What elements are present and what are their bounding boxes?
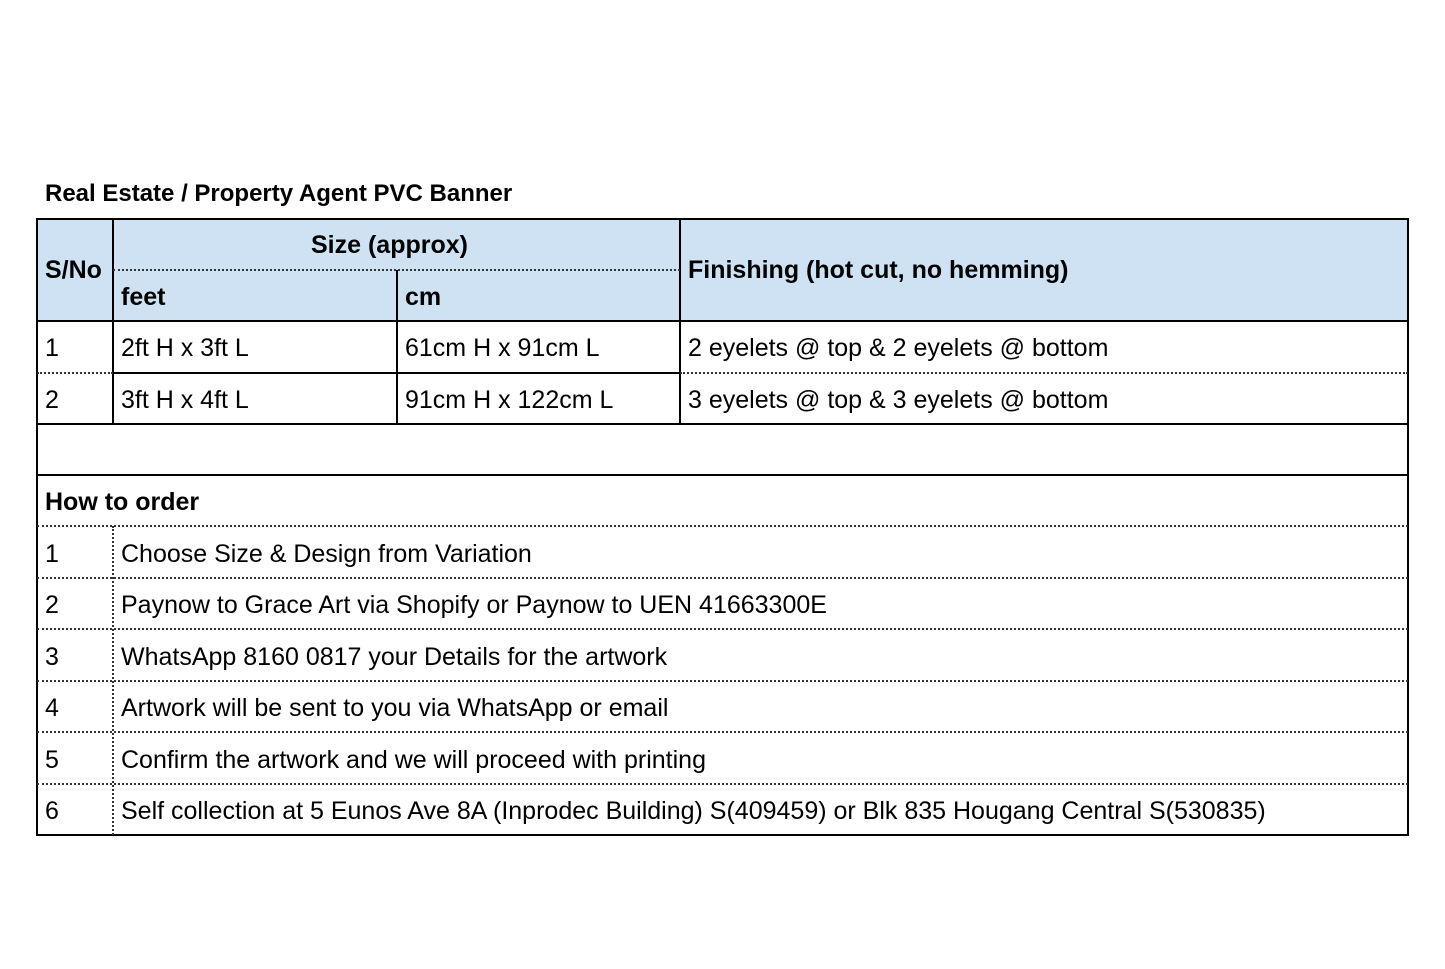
step-3-no: 3 bbox=[45, 643, 59, 671]
header-cm: cm bbox=[405, 283, 442, 311]
row-separator-sno bbox=[37, 372, 113, 374]
border-right bbox=[1407, 218, 1409, 836]
step-separator bbox=[37, 680, 1408, 682]
header-split-line bbox=[113, 269, 680, 271]
row-1-sno: 1 bbox=[45, 334, 59, 362]
row-1-feet: 2ft H x 3ft L bbox=[121, 334, 249, 362]
blank-row-line bbox=[36, 474, 1409, 476]
step-separator bbox=[37, 525, 1408, 527]
step-column-line bbox=[112, 526, 114, 835]
row-separator-finishing bbox=[680, 372, 1408, 374]
row-2-sno: 2 bbox=[45, 386, 59, 414]
col-line-sno bbox=[112, 218, 114, 424]
row-2-finishing: 3 eyelets @ top & 3 eyelets @ bottom bbox=[688, 386, 1109, 414]
step-separator bbox=[37, 783, 1408, 785]
step-5-no: 5 bbox=[45, 746, 59, 774]
step-1-text: Choose Size & Design from Variation bbox=[121, 540, 532, 568]
step-separator bbox=[37, 577, 1408, 579]
border-bottom bbox=[36, 834, 1409, 836]
header-bottom-line bbox=[36, 320, 1409, 322]
header-finishing: Finishing (hot cut, no hemming) bbox=[688, 256, 1069, 284]
border-top bbox=[36, 218, 1409, 220]
step-6-text: Self collection at 5 Eunos Ave 8A (Inprodec Building) S(409459) or Blk 835 Hougang Central S(530835) bbox=[121, 797, 1266, 825]
step-separator bbox=[37, 731, 1408, 733]
row-2-cm: 91cm H x 122cm L bbox=[405, 386, 614, 414]
step-6-no: 6 bbox=[45, 797, 59, 825]
header-feet: feet bbox=[121, 283, 166, 311]
step-2-text: Paynow to Grace Art via Shopify or Paynow to UEN 41663300E bbox=[121, 591, 827, 619]
header-size: Size (approx) bbox=[311, 231, 468, 259]
row-separator-size bbox=[113, 372, 680, 374]
step-1-no: 1 bbox=[45, 540, 59, 568]
step-separator bbox=[37, 628, 1408, 630]
step-3-text: WhatsApp 8160 0817 your Details for the artwork bbox=[121, 643, 668, 671]
how-to-order-heading: How to order bbox=[45, 488, 200, 516]
table-bottom-line bbox=[36, 423, 1409, 425]
step-5-text: Confirm the artwork and we will proceed with printing bbox=[121, 746, 706, 774]
border-left bbox=[36, 218, 38, 836]
row-1-finishing: 2 eyelets @ top & 2 eyelets @ bottom bbox=[688, 334, 1109, 362]
col-line-cm bbox=[679, 218, 681, 424]
row-2-feet: 3ft H x 4ft L bbox=[121, 386, 249, 414]
step-4-no: 4 bbox=[45, 694, 59, 722]
page-title: Real Estate / Property Agent PVC Banner bbox=[45, 180, 513, 207]
step-2-no: 2 bbox=[45, 591, 59, 619]
col-line-feet bbox=[396, 270, 398, 424]
row-1-cm: 61cm H x 91cm L bbox=[405, 334, 600, 362]
header-sno: S/No bbox=[45, 256, 102, 284]
step-4-text: Artwork will be sent to you via WhatsApp or email bbox=[121, 694, 669, 722]
